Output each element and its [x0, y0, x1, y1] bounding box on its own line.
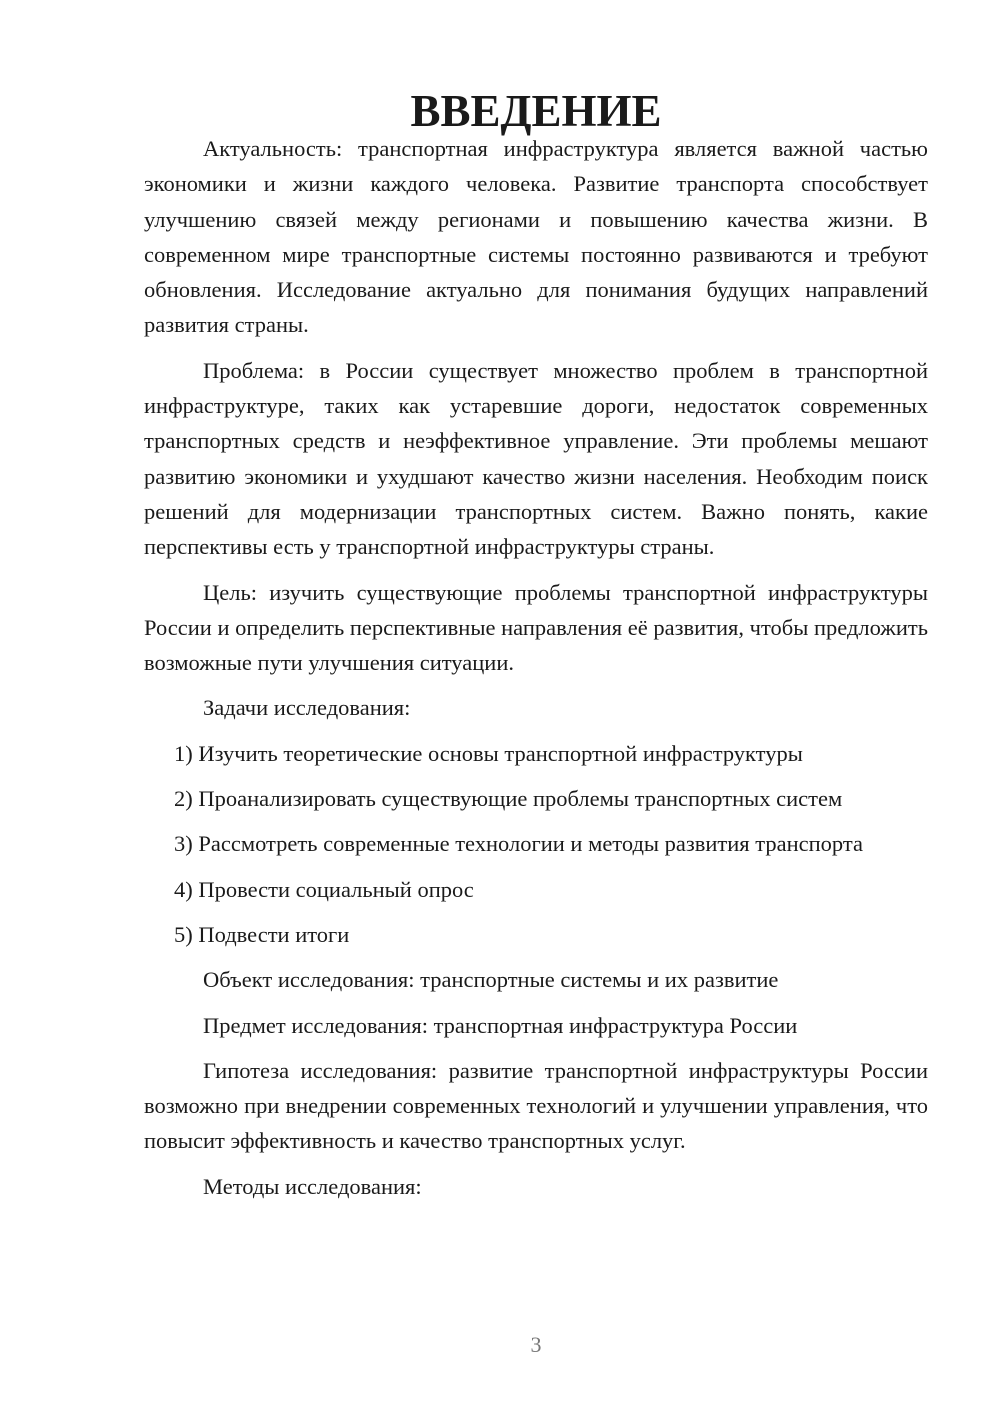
hypothesis-paragraph: Гипотеза исследования: развитие транспортной инфраструктуры России возможно при внедрении современных технологий и улучшении управления, что повысит эффективность и качество транспортных услуг. — [144, 1057, 928, 1154]
task-item-4: 4) Провести социальный опрос — [174, 876, 474, 902]
goal-paragraph: Цель: изучить существующие проблемы транспортной инфраструктуры России и определить перспективные направления её развития, чтобы предложить возможные пути улучшения ситуации. — [144, 579, 928, 676]
subject-paragraph: Предмет исследования: транспортная инфраструктура России — [203, 1012, 798, 1038]
page-number: 3 — [530, 1332, 542, 1357]
task-item-2: 2) Проанализировать существующие проблемы транспортных систем — [174, 786, 843, 812]
task-item-5: 5) Подвести итоги — [174, 921, 350, 947]
methods-paragraph: Методы исследования: — [203, 1173, 422, 1199]
object-paragraph: Объект исследования: транспортные системы и их развитие — [203, 967, 779, 993]
problem-paragraph: Проблема: в России существует множество проблем в транспортной инфраструктуре, таких как устаревшие дороги, недостаток современных транспортных средств и неэффективное управление. Эти проблемы мешают развитию экономики и ухудшают качество жизни населения. Необходим поиск решений для модернизации транспортных систем. Важно понять, какие перспективы есть у транспортной инфраструктуры страны. — [144, 357, 928, 560]
section-title: ВВЕДЕНИЕ — [410, 86, 662, 136]
task-item-3: 3) Рассмотреть современные технологии и методы развития транспорта — [174, 831, 863, 857]
tasks-heading: Задачи исследования: — [203, 695, 411, 721]
relevance-paragraph: Актуальность: транспортная инфраструктура является важной частью экономики и жизни каждого человека. Развитие транспорта способствует улучшению связей между регионами и повышению качества жизни. В современном мире транспортные системы постоянно развиваются и требуют обновления. Исследование актуально для понимания будущих направлений развития страны. — [144, 136, 928, 338]
document-page — [144, 86, 928, 1214]
task-item-1: 1) Изучить теоретические основы транспортной инфраструктуры — [174, 740, 803, 766]
